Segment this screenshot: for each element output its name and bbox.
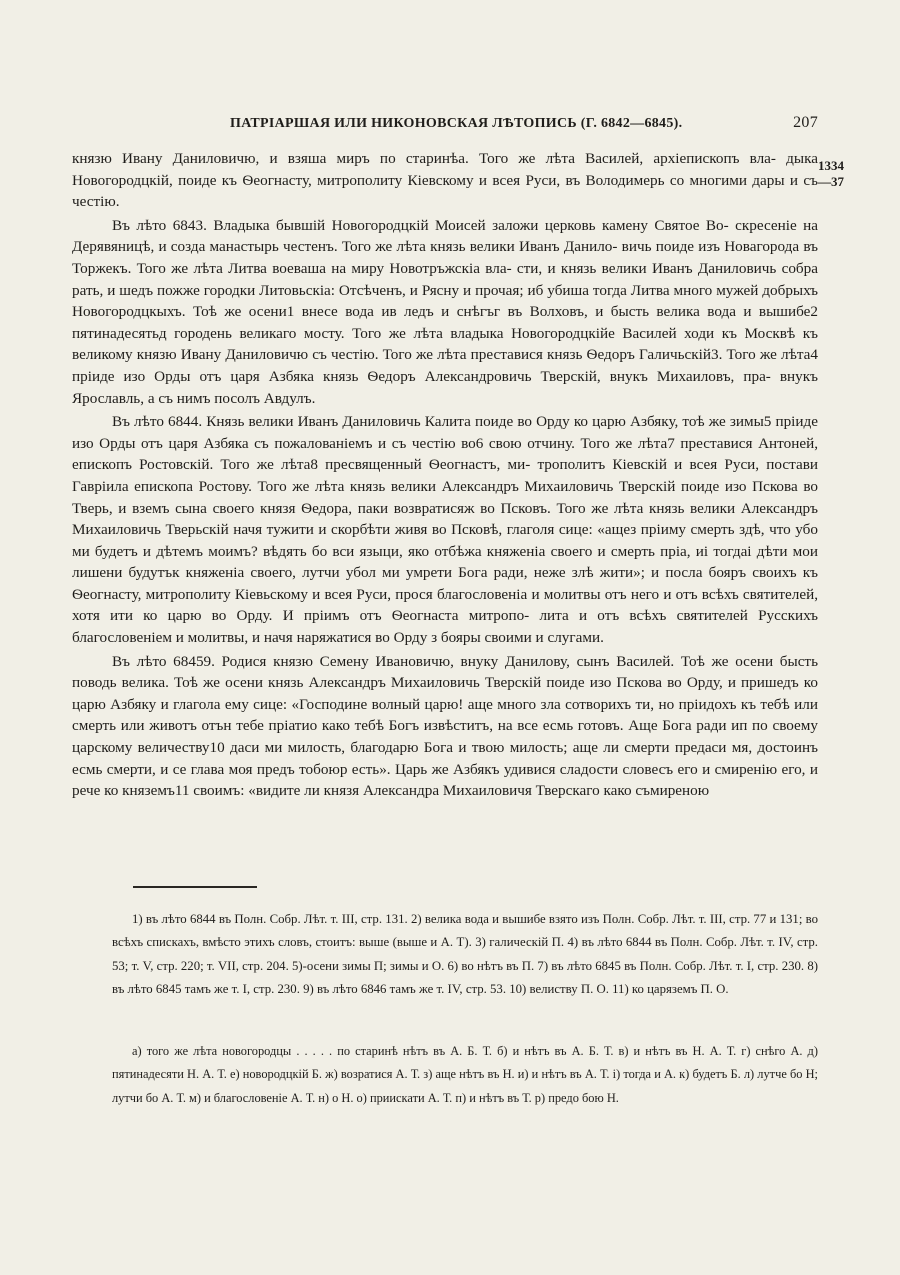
margin-year-bottom: —37 [818, 174, 844, 189]
variant-readings [112, 1040, 818, 1110]
paragraph-continuation: князю Ивану Даниловичю, и взяша миръ по старинѣа. Того же лѣта Василей, архіепископъ вла- дыка Новогородцкій, поиде къ Ѳеогнасту, митрополиту Кіевскому и всея Руси, въ Володимерь со многими дары и съ честію. [72, 150, 818, 211]
page-number: 207 [793, 114, 818, 131]
margin-year-top: 1334 [818, 158, 844, 173]
paragraph-year-6843: Въ лѣто 6843. Владыка бывшій Новогородцкій Моисей заложи церковь камену Святое Во- скресеніе на Дерявяницѣ, и созда манастырь честенъ. Того же лѣта князь велики Иванъ Данило- вичь поиде изъ Новагорода въ Торжекъ. Того же лѣта Литва воеваша на миру Новотръжскіа вла- сти, и князь велики Иванъ Даниловичь собра рать, и шедъ пожже городки Литовьскіа: Отсѣченъ, и Рясну и прочая; иб убиша тогда Литва много мужей добрыхъ Новогородцкыхъ. Тоѣ же осени1 внесе вода ив ледъ и снѣгъг въ Волховъ, и бысть велика вода и вышибе2 пятинадесятьд городень великаго мосту. Того же лѣта владыка Новогородцкійе Василей ходи къ Москвѣ къ великому князю Ивану Даниловичю съ честію. Того же лѣта преставися князь Ѳедоръ Галичьскій3. Того же лѣта4 пріиде изо Орды отъ царя Азбяка князь Ѳедоръ Александровичь Тверскій, внукъ Михаиловъ, пра- внукъ Ярославль, а съ нимъ посолъ Авдулъ. [72, 216, 818, 407]
paragraph-year-6844: Въ лѣто 6844. Князь велики Иванъ Даниловичь Калита поиде во Орду ко царю Азбяку, тоѣ же зимы5 пріиде изо Орды отъ царя Азбяка съ пожалованіемъ и съ честію во6 свою отчину. Того же лѣта7 преставися Антоней, епископъ Ростовскій. Того же лѣта8 пресвященный Ѳеогнастъ, ми- трополитъ Кіевскій и всея Руси, постави Гавріила епископа Ростову. Того же лѣта князь велики Александръ Михаиловичь Тверскій поиде изо Пскова во Тверь, и вземъ сына своего князя Ѳедора, паки возвратисяж во Псковъ. Того же лѣта князь велики Александръ Михаиловичь Тверьскій начя тужити и скорбѣти живя во Псковѣ, глаголя сице: «ащез пріиму смерть здѣ, что убо ми будетъ и дѣтемъ моимъ? вѣдять бо вси языци, яко отбѣжа княженіа своего и смерть пріа, иі тогдаі дѣти мои лишени будутък княженіа своего, лутчи убол ми умрети Бога ради, неже злѣ жити»; и посла бояръ своихъ къ Ѳеогнасту, митрополиту Кіевьскому и всея Руси, прося благословеніа и молитвы отъ него и отъ всѣхъ святителей, хотя ити ко царю во Орду. И пріимъ отъ Ѳеогнаста митропо- лита и отъ всѣхъ святителей Русскихъ благословеніем и молитвы, и начя наряжатися во Орду з бояры своими и слугами. [72, 413, 818, 647]
chronicle-text [72, 148, 818, 802]
footnote-divider [133, 886, 257, 888]
margin-year-note [818, 158, 844, 190]
header-title: ПАТРІАРШАЯ ИЛИ НИКОНОВСКАЯ ЛѢТОПИСЬ (Г. 6842—6845). [230, 116, 683, 131]
footnotes [112, 908, 818, 1002]
paragraph-year-6845: Въ лѣто 68459. Родися князю Семену Ивановичю, внуку Данилову, сынъ Василей. Тоѣ же осени бысть поводь велика. Тоѣ же осени князь Александръ Михаиловичь Тверскій поиде изо Пскова во Орду, и пришедъ ко царю Азбяку и глагола ему сице: «Господине волный царю! аще много зла сотворихъ ти, но пріидохъ къ тебѣ или смерть или животъ отън тебе пріатио како тебѣ Богъ извѣститъ, на все есмь готовъ. Аще Бога ради ип по своему царскому величеству10 даси ми милость, благодарю Бога и твою милость; аще ли смерти предаси мя, достоинъ есмь смерти, и се глава моя предъ тобоюр есть». Царь же Азбякъ удивися сладости словесъ его и смиренію его, и рече ко княземъ11 своимъ: «видите ли князя Александра Михаиловичя Тверскаго како съмиреною [72, 652, 818, 800]
variant-readings-text: а) того же лѣта новогородцы . . . . . по старинѣ нѣтъ въ А. Б. Т. б) и нѣтъ въ А. Б. Т. в) и нѣтъ въ Н. А. Т. г) снѣго А. д) пятинадесяти Н. А. Т. е) новородцкій Б. ж) возратися А. Т. з) аще нѣтъ въ Н. и) и нѣтъ въ А. Т. і) тогда и А. к) будетъ Б. л) лутче бо Н; лутчи бо А. Т. м) и благословеніе А. Т. н) о Н. о) приискати А. Т. п) и нѣтъ въ Т. р) предо бою Н. [112, 1044, 818, 1105]
footnotes-text: 1) въ лѣто 6844 въ Полн. Собр. Лѣт. т. III, стр. 131. 2) велика вода и вышибе взято изъ Полн. Собр. Лѣт. т. III, стр. 77 и 131; во всѣхъ спискахъ, вмѣсто этихъ словъ, стоитъ: выше (выше и А. Т). 3) галическій П. 4) въ лѣто 6844 въ Полн. Собр. Лѣт. т. IV, стр. 53; т. V, стр. 220; т. VII, стр. 204. 5)-осени зимы П; зимы и О. 6) во нѣтъ въ П. 7) въ лѣто 6845 въ Полн. Собр. Лѣт. т. I, стр. 230. 8) въ лѣто 6845 тамъ же т. I, стр. 230. 9) въ лѣто 6846 тамъ же т. IV, стр. 53. 10) велиству П. О. 11) ко царяземъ П. О. [112, 912, 818, 997]
